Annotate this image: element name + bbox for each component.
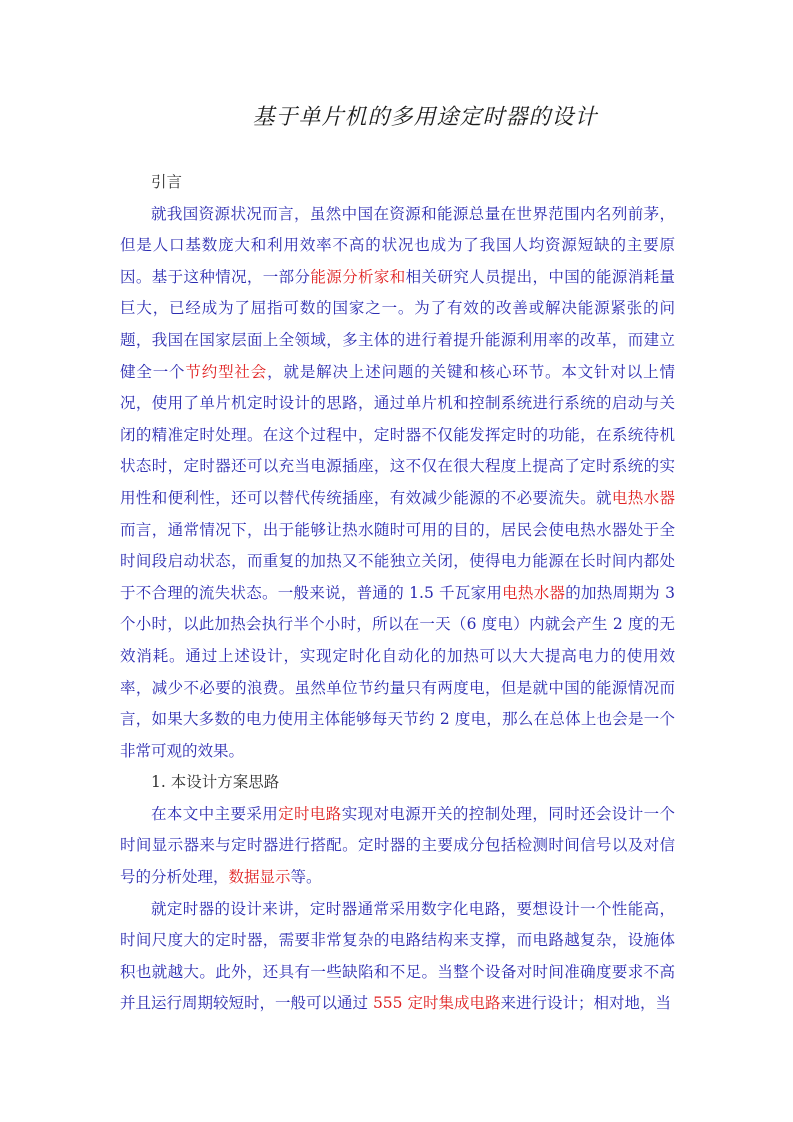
highlight-term: 555 定时集成电路 — [372, 994, 501, 1013]
intro-heading: 引言 — [151, 173, 183, 191]
section-heading: 1. 本设计方案思路 — [151, 773, 280, 792]
text-run: 而言，通常情况下，出于能够让热水随时可用的目的，居民会使电热水器处于全时间段启动状态，而重复的加热又不能独立关闭，使得电力能源在长时间内都处于不合理的流失状态。一般来说，普通的 1.5 千瓦家用 — [120, 520, 675, 602]
highlight-term: 电热水器 — [502, 583, 566, 602]
section-paragraph — [120, 799, 675, 894]
text-run: 相关研究人员提出，中国的能源消耗量巨大，已经成为了屈指可数的国家之一。为了有效的改善或解决能源紧张的问题，我国在国家层面上全领域，多主体的进行着提升能源利用率的改革，而建立健全一个 — [120, 267, 675, 381]
document-body — [120, 167, 675, 1020]
text-run: 实现对电源开关的控制处理，同时还会设计一个时间显示器来与定时器进行搭配。定时器的主要成分包括检测时间信号以及对信号的分析处理， — [120, 804, 675, 887]
text-run: 就定时器的设计来讲，定时器通常采用数字化电路，要想设计一个性能高，时间尺度大的定时器，需要非常复杂的电路结构来支撑，而电路越复杂，设施体积也就越大。此外，还具有一些缺陷和不足。当整个设备对时间准确度要求不高并且运行周期较短时，一般可以通过 — [120, 899, 675, 1013]
highlight-term: 电热水器 — [611, 488, 675, 507]
highlight-term: 数据显示 — [228, 868, 291, 887]
intro-paragraph — [120, 199, 675, 768]
text-run: 来进行设计；相对地，当 — [500, 994, 671, 1013]
text-run: 在本文中主要采用 — [151, 804, 279, 823]
document-title: 基于单片机的多用途定时器的设计 — [252, 105, 598, 130]
text-run: 的加热周期为 3 个小时，以此加热会执行半个小时，所以在一天（6 度电）内就会产生 2 度的无效消耗。通过上述设计，实现定时化自动化的加热可以大大提高电力的使用效率，减少不必要的浪费。虽然单位节约量只有两度电，但是就中国的能源情况而言，如果大多数的电力使用主体能够每天节约 2 度电，那么在总体上也会是一个非常可观的效果。 — [120, 583, 675, 760]
section-paragraph — [120, 894, 675, 1020]
text-run: 等。 — [290, 868, 322, 887]
highlight-term: 定时电路 — [278, 804, 342, 823]
text-run: 就我国资源状况而言，虽然中国在资源和能源总量在世界范围内名列前茅，但是人口基数庞大和利用效率不高的状况也成为了我国人均资源短缺的主要原因。基于这种情况，一部分 — [120, 204, 675, 286]
text-run: ，就是解决上述问题的关键和核心环节。本文针对以上情况，使用了单片机定时设计的思路，通过单片机和控制系统进行系统的启动与关闭的精准定时处理。在这个过程中，定时器不仅能发挥定时的功能，在系统待机状态时，定时器还可以充当电源插座，这不仅在很大程度上提高了定时系统的实用性和便利性，还可以替代传统插座，有效减少能源的不必要流失。就 — [120, 362, 675, 507]
highlight-term: 节约型社会 — [185, 362, 268, 381]
highlight-term: 能源分析家和 — [310, 267, 406, 286]
